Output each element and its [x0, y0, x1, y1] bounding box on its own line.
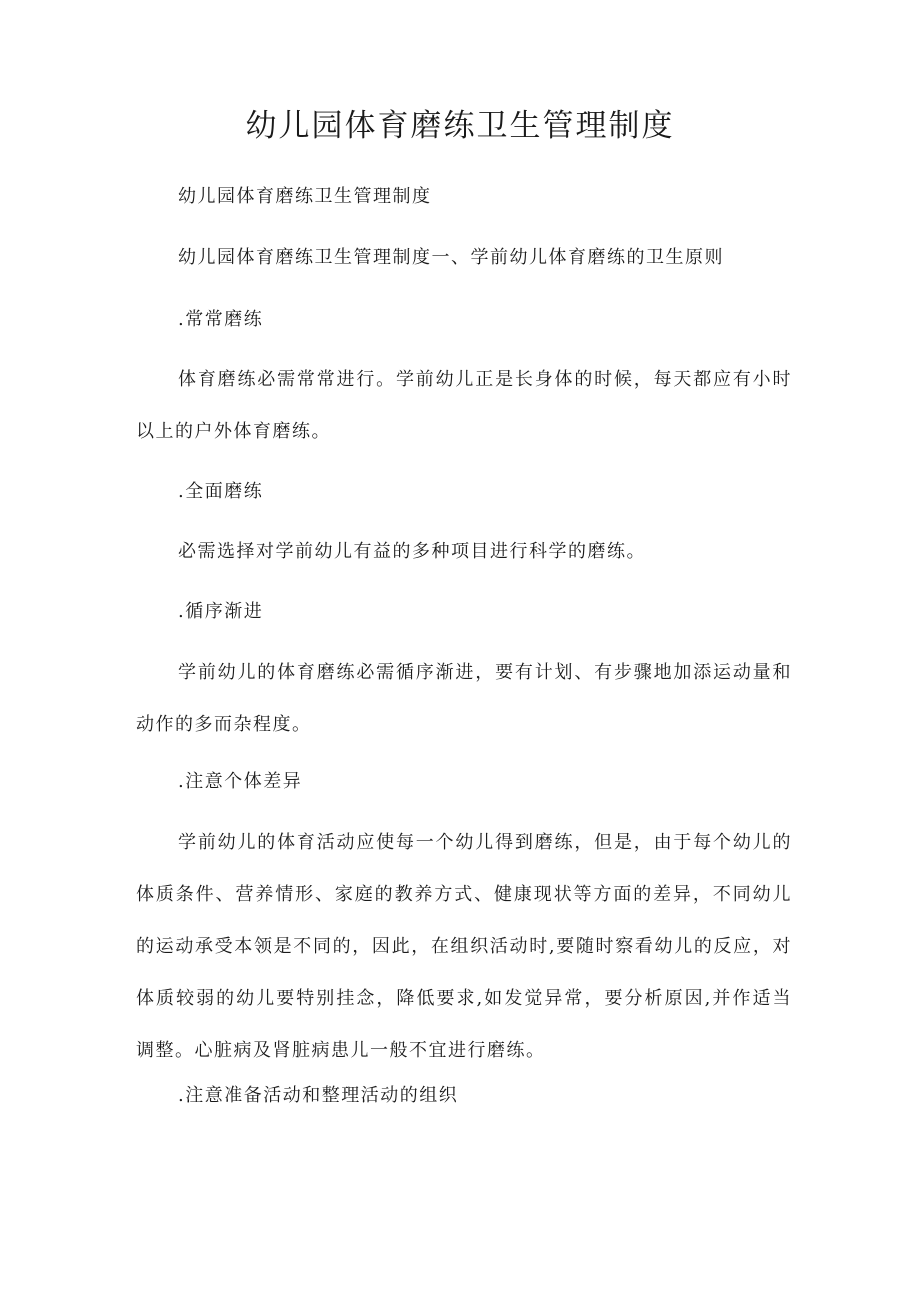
document-subtitle: 幼儿园体育磨练卫生管理制度	[178, 186, 432, 207]
section-body-1: 体育磨练必需常常进行。学前幼儿正是长身体的时候，每天都应有小时以上的户外体育磨练。	[136, 369, 792, 442]
section-heading-5: .注意准备活动和整理活动的组织	[178, 1085, 459, 1106]
intro-line: 幼儿园体育磨练卫生管理制度一、学前幼儿体育磨练的卫生原则	[178, 247, 724, 268]
section-body-4: 学前幼儿的体育活动应使每一个幼儿得到磨练，但是，由于每个幼儿的体质条件、营养情形、家庭的教养方式、健康现状等方面的差异，不同幼儿的运动承受本领是不同的，因此，在组织活动时,要随时察看幼儿的反应，对体质较弱的幼儿要特别挂念，降低要求,如发觉异常，要分析原因,并作适当调整。心脏病及肾脏病患儿一般不宜进行磨练。	[136, 832, 792, 1061]
section-body-2: 必需选择对学前幼儿有益的多种项目进行科学的磨练。	[178, 541, 646, 562]
section-heading-4: .注意个体差异	[178, 771, 303, 792]
section-heading-3: .循序渐进	[178, 601, 264, 622]
section-heading-1: .常常磨练	[178, 309, 264, 330]
section-body-3: 学前幼儿的体育磨练必需循序渐进，要有计划、有步骤地加添运动量和动作的多而杂程度。	[136, 662, 792, 735]
document-title: 幼儿园体育磨练卫生管理制度	[245, 108, 675, 144]
section-heading-2: .全面磨练	[178, 481, 264, 502]
